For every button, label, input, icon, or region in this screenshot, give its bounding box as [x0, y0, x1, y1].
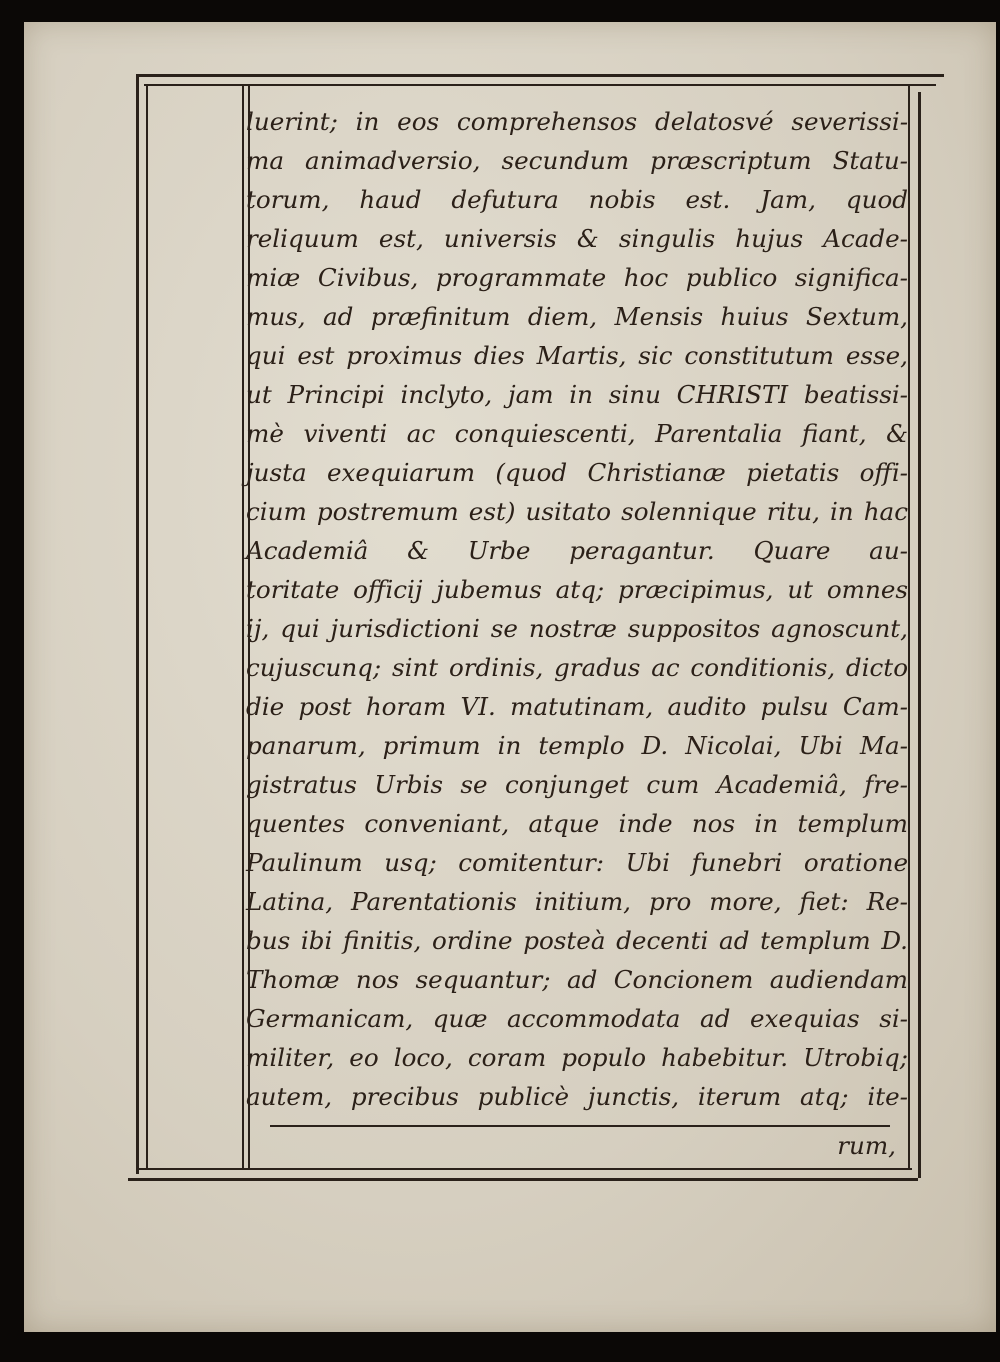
text-line: Thomæ nos sequantur; ad Concionem audiendam [246, 965, 908, 994]
top-rule-outer [136, 74, 944, 77]
text-line: cujuscunq; sint ordinis, gradus ac conditionis, dicto [246, 653, 908, 682]
text-line: torum, haud defutura nobis est. Jam, quod [246, 185, 908, 214]
text-line: panarum, primum in templo D. Nicolai, Ubi Ma- [246, 731, 908, 760]
text-line: autem, precibus publicè junctis, iterum atq; ite- [246, 1082, 908, 1111]
text-line: ij, qui jurisdictioni se nostræ suppositos agnoscunt, [246, 614, 908, 643]
text-column-rule-left [242, 84, 244, 1168]
text-line: qui est proximus dies Martis, sic constitutum esse, [246, 341, 908, 370]
text-line: miæ Civibus, programmate hoc publico significa- [246, 263, 908, 292]
text-line: Germanicam, quæ accommodata ad exequias si- [246, 1004, 908, 1033]
text-line: Academiâ & Urbe peragantur. Quare au- [246, 536, 908, 565]
text-line: justa exequiarum (quod Christianæ pietatis offi- [246, 458, 908, 487]
text-line: toritate officij jubemus atq; præcipimus, ut omnes [246, 575, 908, 604]
right-rule-inner [908, 84, 910, 1168]
text-line: mè viventi ac conquiescenti, Parentalia fiant, & [246, 419, 908, 448]
text-line: mus, ad præfinitum diem, Mensis huius Sextum, [246, 302, 908, 331]
bottom-rule-inner [136, 1168, 912, 1170]
left-rule-inner [146, 84, 148, 1168]
text-line: die post horam VI. matutinam, audito pulsu Cam- [246, 692, 908, 721]
text-line: gistratus Urbis se conjunget cum Academiâ, fre- [246, 770, 908, 799]
text-line: Paulinum usq; comitentur: Ubi funebri oratione [246, 848, 908, 877]
text-line: luerint; in eos comprehensos delatosvé severissi- [246, 107, 908, 136]
catchword: rum, [837, 1131, 896, 1160]
right-rule-outer [918, 92, 921, 1178]
left-rule-outer [136, 74, 139, 1174]
text-line: quentes conveniant, atque inde nos in templum [246, 809, 908, 838]
top-rule-inner [144, 84, 936, 86]
text-line: Latina, Parentationis initium, pro more, fiet: Re- [246, 887, 908, 916]
text-line: bus ibi finitis, ordine posteà decenti ad templum D. [246, 926, 908, 955]
text-line: ut Principi inclyto, jam in sinu CHRISTI beatissi- [246, 380, 908, 409]
bottom-rule-outer [128, 1178, 918, 1181]
text-line: ma animadversio, secundum præscriptum Statu- [246, 146, 908, 175]
text-line: cium postremum est) usitato solennique ritu, in hac [246, 497, 908, 526]
text-line: militer, eo loco, coram populo habebitur. Utrobiq; [246, 1043, 908, 1072]
body-text [246, 104, 908, 1154]
text-line: reliquum est, universis & singulis hujus Acade- [246, 224, 908, 253]
